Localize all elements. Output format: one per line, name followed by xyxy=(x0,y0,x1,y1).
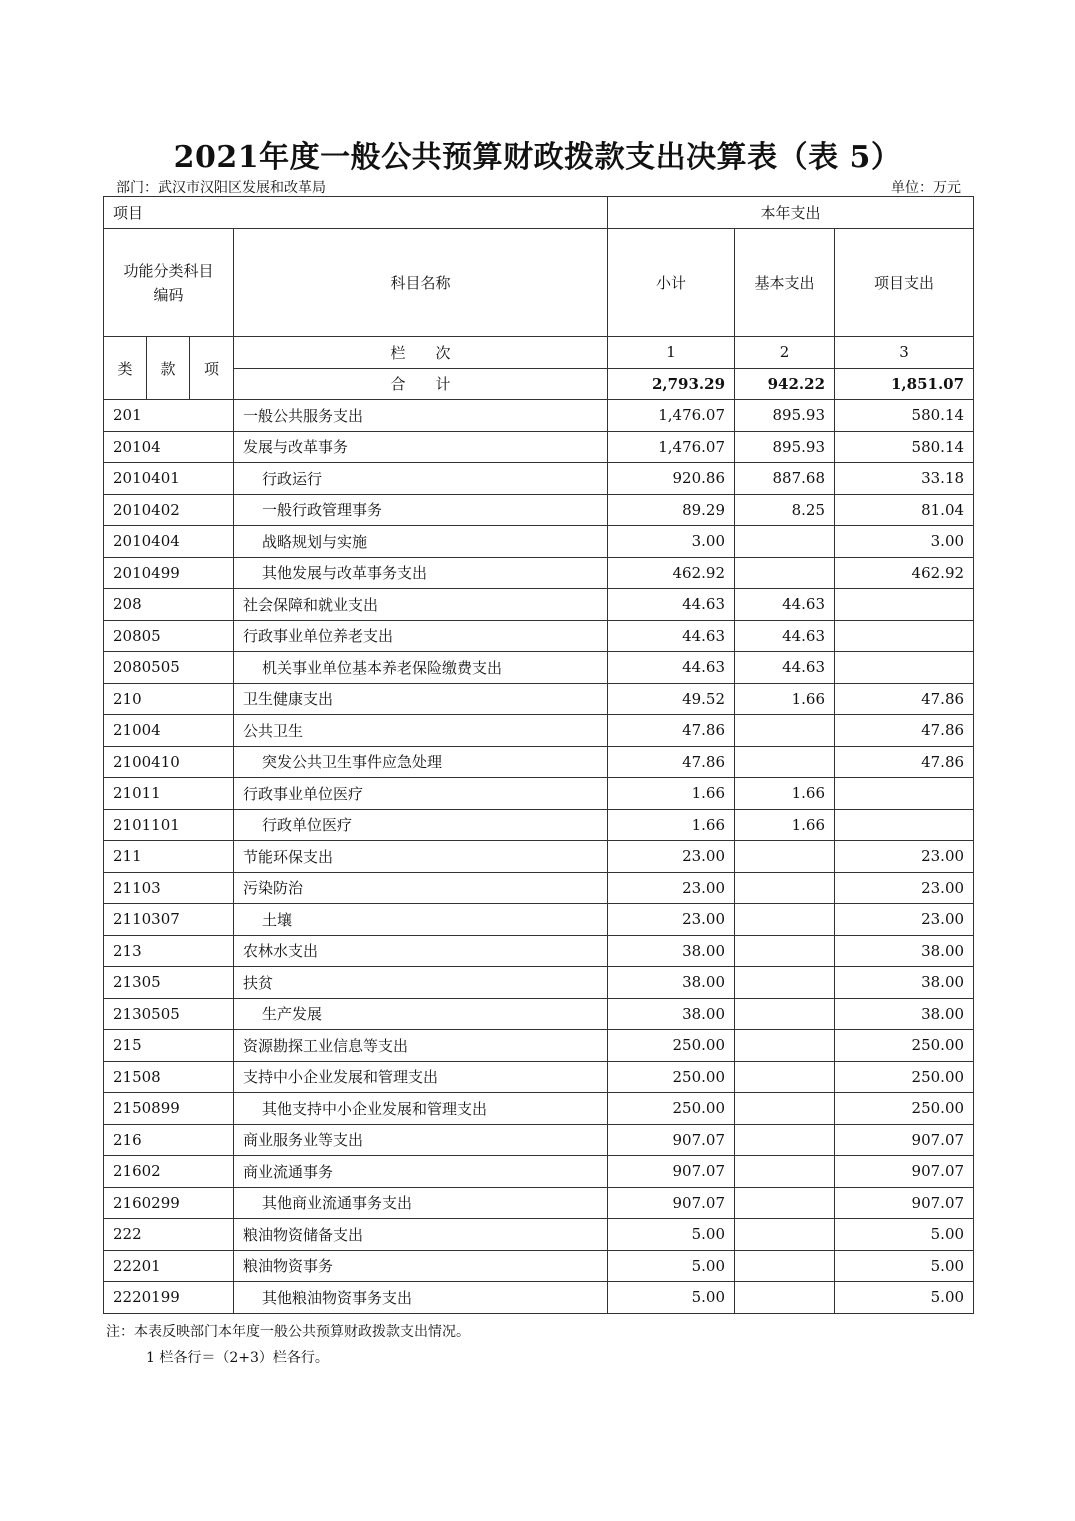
row-code: 21004 xyxy=(104,715,234,747)
row-subtotal: 89.29 xyxy=(608,494,735,526)
table-row xyxy=(104,1219,974,1251)
row-subtotal: 23.00 xyxy=(608,904,735,936)
row-basic xyxy=(735,841,835,873)
row-basic xyxy=(735,872,835,904)
row-name: 一般行政管理事务 xyxy=(234,494,608,526)
row-name: 发展与改革事务 xyxy=(234,431,608,463)
row-project: 33.18 xyxy=(835,463,974,495)
row-name: 土壤 xyxy=(234,904,608,936)
row-project: 23.00 xyxy=(835,872,974,904)
table-row xyxy=(104,683,974,715)
row-code: 21602 xyxy=(104,1156,234,1188)
table-row xyxy=(104,841,974,873)
table-row xyxy=(104,935,974,967)
row-name: 粮油物资储备支出 xyxy=(234,1219,608,1251)
row-subtotal: 5.00 xyxy=(608,1219,735,1251)
row-basic xyxy=(735,998,835,1030)
row-code: 2101101 xyxy=(104,809,234,841)
header-basic: 基本支出 xyxy=(735,229,835,337)
page-title: 2021年度一般公共预算财政拨款支出决算表（表 5） xyxy=(173,140,902,175)
row-name: 支持中小企业发展和管理支出 xyxy=(234,1061,608,1093)
table-row xyxy=(104,1187,974,1219)
row-subtotal: 1,476.07 xyxy=(608,431,735,463)
header-row-2 xyxy=(104,229,974,337)
table-row xyxy=(104,1030,974,1062)
table-row xyxy=(104,1061,974,1093)
row-name: 商业流通事务 xyxy=(234,1156,608,1188)
row-basic xyxy=(735,935,835,967)
total-project: 1,851.07 xyxy=(835,368,974,400)
table-row xyxy=(104,652,974,684)
row-name: 卫生健康支出 xyxy=(234,683,608,715)
table-row xyxy=(104,998,974,1030)
row-subtotal: 38.00 xyxy=(608,998,735,1030)
row-project: 38.00 xyxy=(835,998,974,1030)
table-row xyxy=(104,904,974,936)
table-row xyxy=(104,1124,974,1156)
table-row xyxy=(104,1093,974,1125)
row-project: 580.14 xyxy=(835,400,974,432)
row-project: 38.00 xyxy=(835,967,974,999)
row-project: 250.00 xyxy=(835,1061,974,1093)
table-row xyxy=(104,1282,974,1314)
row-project: 23.00 xyxy=(835,841,974,873)
row-subtotal: 38.00 xyxy=(608,967,735,999)
row-project: 907.07 xyxy=(835,1187,974,1219)
row-basic xyxy=(735,1061,835,1093)
row-basic: 44.63 xyxy=(735,620,835,652)
row-basic xyxy=(735,1124,835,1156)
row-subtotal: 1,476.07 xyxy=(608,400,735,432)
row-project: 907.07 xyxy=(835,1124,974,1156)
row-code: 2100410 xyxy=(104,746,234,778)
row-basic: 1.66 xyxy=(735,778,835,810)
row-subtotal: 1.66 xyxy=(608,778,735,810)
row-project: 5.00 xyxy=(835,1250,974,1282)
row-basic xyxy=(735,1187,835,1219)
row-project xyxy=(835,809,974,841)
row-name: 其他发展与改革事务支出 xyxy=(234,557,608,589)
row-code: 215 xyxy=(104,1030,234,1062)
row-name: 扶贫 xyxy=(234,967,608,999)
table-row xyxy=(104,620,974,652)
row-code: 2010404 xyxy=(104,526,234,558)
row-subtotal: 462.92 xyxy=(608,557,735,589)
row-subtotal: 250.00 xyxy=(608,1093,735,1125)
row-project: 907.07 xyxy=(835,1156,974,1188)
department-label: 部门：武汉市汉阳区发展和改革局 xyxy=(116,180,326,196)
row-subtotal: 47.86 xyxy=(608,715,735,747)
row-project: 47.86 xyxy=(835,746,974,778)
row-project: 47.86 xyxy=(835,683,974,715)
row-name: 行政事业单位医疗 xyxy=(234,778,608,810)
table-row xyxy=(104,526,974,558)
row-subtotal: 1.66 xyxy=(608,809,735,841)
row-basic xyxy=(735,1219,835,1251)
row-name: 公共卫生 xyxy=(234,715,608,747)
row-name: 战略规划与实施 xyxy=(234,526,608,558)
header-code-label-2: 编码 xyxy=(153,285,184,304)
total-subtotal: 2,793.29 xyxy=(608,368,735,400)
row-name: 其他商业流通事务支出 xyxy=(234,1187,608,1219)
row-project: 23.00 xyxy=(835,904,974,936)
row-code: 20104 xyxy=(104,431,234,463)
table-row xyxy=(104,431,974,463)
row-basic xyxy=(735,1156,835,1188)
table-row xyxy=(104,1250,974,1282)
row-project: 5.00 xyxy=(835,1219,974,1251)
row-subtotal: 49.52 xyxy=(608,683,735,715)
row-name: 机关事业单位基本养老保险缴费支出 xyxy=(234,652,608,684)
row-project xyxy=(835,589,974,621)
row-project xyxy=(835,620,974,652)
row-project xyxy=(835,652,974,684)
total-basic: 942.22 xyxy=(735,368,835,400)
unit-label: 单位：万元 xyxy=(891,180,961,196)
row-basic: 887.68 xyxy=(735,463,835,495)
row-basic: 895.93 xyxy=(735,431,835,463)
row-basic xyxy=(735,904,835,936)
header-subtotal: 小计 xyxy=(608,229,735,337)
row-basic xyxy=(735,526,835,558)
row-subtotal: 250.00 xyxy=(608,1030,735,1062)
table-row xyxy=(104,715,974,747)
row-basic: 8.25 xyxy=(735,494,835,526)
row-subtotal: 907.07 xyxy=(608,1156,735,1188)
row-subtotal: 23.00 xyxy=(608,872,735,904)
row-project: 250.00 xyxy=(835,1093,974,1125)
row-code: 2150899 xyxy=(104,1093,234,1125)
header-item: 项目 xyxy=(104,197,608,229)
row-code: 208 xyxy=(104,589,234,621)
row-subtotal: 44.63 xyxy=(608,652,735,684)
row-basic xyxy=(735,1282,835,1314)
table-body xyxy=(104,197,974,1314)
row-name: 商业服务业等支出 xyxy=(234,1124,608,1156)
row-name: 节能环保支出 xyxy=(234,841,608,873)
table-row xyxy=(104,400,974,432)
row-code: 211 xyxy=(104,841,234,873)
total-label: 合 计 xyxy=(234,368,608,400)
row-project: 81.04 xyxy=(835,494,974,526)
row-project xyxy=(835,778,974,810)
row-project: 3.00 xyxy=(835,526,974,558)
row-project: 47.86 xyxy=(835,715,974,747)
row-subtotal: 3.00 xyxy=(608,526,735,558)
row-code: 2010499 xyxy=(104,557,234,589)
row-basic: 1.66 xyxy=(735,809,835,841)
row-basic: 44.63 xyxy=(735,589,835,621)
row-subtotal: 44.63 xyxy=(608,589,735,621)
header-col3: 3 xyxy=(835,337,974,369)
row-code: 22201 xyxy=(104,1250,234,1282)
header-year-expense: 本年支出 xyxy=(608,197,974,229)
row-basic xyxy=(735,1030,835,1062)
budget-table xyxy=(103,196,974,1314)
row-project: 462.92 xyxy=(835,557,974,589)
row-name: 行政单位医疗 xyxy=(234,809,608,841)
row-code: 21305 xyxy=(104,967,234,999)
note-line-2: 1 栏各行＝（2+3）栏各行。 xyxy=(146,1350,329,1366)
row-code: 216 xyxy=(104,1124,234,1156)
table-row xyxy=(104,589,974,621)
row-basic xyxy=(735,557,835,589)
row-name: 粮油物资事务 xyxy=(234,1250,608,1282)
row-subtotal: 920.86 xyxy=(608,463,735,495)
table-row xyxy=(104,872,974,904)
row-subtotal: 907.07 xyxy=(608,1187,735,1219)
row-basic: 1.66 xyxy=(735,683,835,715)
row-code: 222 xyxy=(104,1219,234,1251)
row-name: 农林水支出 xyxy=(234,935,608,967)
row-code: 2130505 xyxy=(104,998,234,1030)
row-code: 21011 xyxy=(104,778,234,810)
header-row-1 xyxy=(104,197,974,229)
row-code: 2110307 xyxy=(104,904,234,936)
note-line-1: 注：本表反映部门本年度一般公共预算财政拨款支出情况。 xyxy=(106,1324,470,1340)
row-subtotal: 23.00 xyxy=(608,841,735,873)
row-code: 213 xyxy=(104,935,234,967)
header-name: 科目名称 xyxy=(234,229,608,337)
header-xiang: 项 xyxy=(190,337,234,400)
row-basic: 895.93 xyxy=(735,400,835,432)
row-basic xyxy=(735,715,835,747)
row-name: 资源勘探工业信息等支出 xyxy=(234,1030,608,1062)
table-row xyxy=(104,463,974,495)
header-code-cell xyxy=(104,229,234,337)
row-name: 突发公共卫生事件应急处理 xyxy=(234,746,608,778)
row-basic xyxy=(735,1250,835,1282)
row-project: 580.14 xyxy=(835,431,974,463)
row-subtotal: 47.86 xyxy=(608,746,735,778)
row-code: 21103 xyxy=(104,872,234,904)
row-code: 2220199 xyxy=(104,1282,234,1314)
row-name: 行政运行 xyxy=(234,463,608,495)
row-basic xyxy=(735,1093,835,1125)
row-basic xyxy=(735,967,835,999)
row-subtotal: 250.00 xyxy=(608,1061,735,1093)
row-subtotal: 5.00 xyxy=(608,1250,735,1282)
header-kuan: 款 xyxy=(147,337,190,400)
header-row-3 xyxy=(104,337,974,369)
row-code: 21508 xyxy=(104,1061,234,1093)
row-basic xyxy=(735,746,835,778)
row-code: 2010402 xyxy=(104,494,234,526)
header-col-label: 栏 次 xyxy=(234,337,608,369)
row-project: 5.00 xyxy=(835,1282,974,1314)
row-code: 20805 xyxy=(104,620,234,652)
header-project: 项目支出 xyxy=(835,229,974,337)
row-name: 社会保障和就业支出 xyxy=(234,589,608,621)
row-code: 201 xyxy=(104,400,234,432)
table-row xyxy=(104,494,974,526)
row-subtotal: 38.00 xyxy=(608,935,735,967)
table-row xyxy=(104,967,974,999)
row-name: 其他支持中小企业发展和管理支出 xyxy=(234,1093,608,1125)
table-row xyxy=(104,809,974,841)
row-code: 2080505 xyxy=(104,652,234,684)
row-code: 2160299 xyxy=(104,1187,234,1219)
header-code-label-1: 功能分类科目 xyxy=(123,261,214,280)
row-code: 210 xyxy=(104,683,234,715)
header-col2: 2 xyxy=(735,337,835,369)
row-name: 行政事业单位养老支出 xyxy=(234,620,608,652)
table-row xyxy=(104,1156,974,1188)
row-subtotal: 907.07 xyxy=(608,1124,735,1156)
row-subtotal: 44.63 xyxy=(608,620,735,652)
row-name: 一般公共服务支出 xyxy=(234,400,608,432)
row-name: 生产发展 xyxy=(234,998,608,1030)
row-name: 污染防治 xyxy=(234,872,608,904)
header-lei: 类 xyxy=(104,337,147,400)
row-project: 250.00 xyxy=(835,1030,974,1062)
row-code: 2010401 xyxy=(104,463,234,495)
table-row xyxy=(104,778,974,810)
header-col1: 1 xyxy=(608,337,735,369)
row-name: 其他粮油物资事务支出 xyxy=(234,1282,608,1314)
row-subtotal: 5.00 xyxy=(608,1282,735,1314)
total-row xyxy=(104,368,974,400)
row-project: 38.00 xyxy=(835,935,974,967)
table-row xyxy=(104,557,974,589)
table-row xyxy=(104,746,974,778)
row-basic: 44.63 xyxy=(735,652,835,684)
